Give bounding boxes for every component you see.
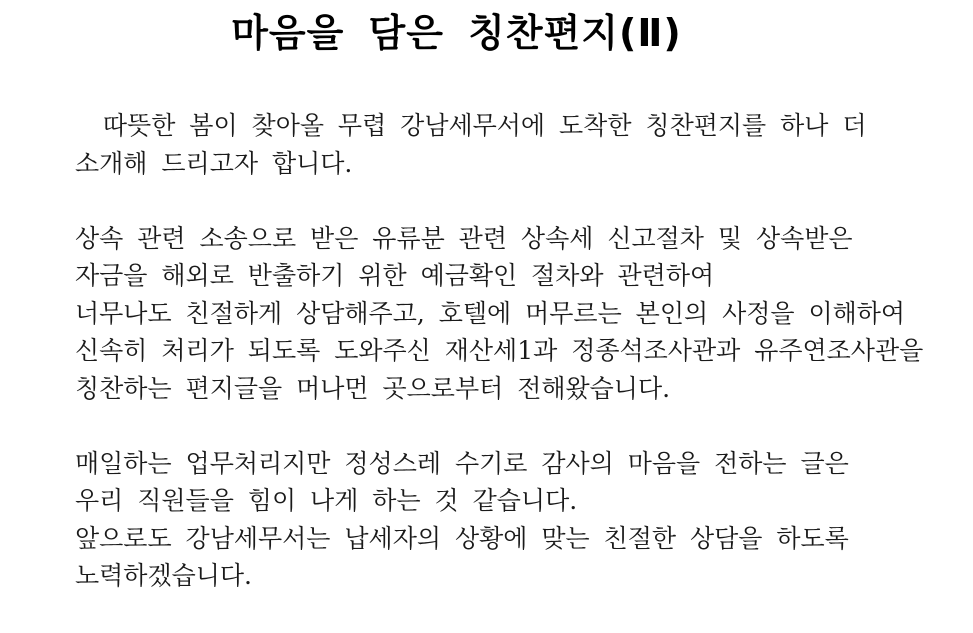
text-line: 우리 직원들을 힘이 나게 하는 것 같습니다. xyxy=(75,486,578,515)
text-line: 상속 관련 소송으로 받은 유류분 관련 상속세 신고절차 및 상속받은 xyxy=(75,223,853,253)
text-line: 따뜻한 봄이 찾아올 무렵 강남세무서에 도착한 칭찬편지를 하나 더 xyxy=(75,111,867,140)
text-line: 너무나도 친절하게 상담해주고, 호텔에 머무르는 본인의 사정을 이해하여 xyxy=(75,298,906,328)
text-line: 노력하겠습니다. xyxy=(75,561,252,590)
text-line: 신속히 처리가 되도록 도와주신 재산세1과 정종석조사관과 유주연조사관을 xyxy=(75,336,924,365)
text-line: 자금을 해외로 반출하기 위한 예금확인 절차와 관련하여 xyxy=(75,261,715,290)
text-line: 매일하는 업무처리지만 정성스레 수기로 감사의 마음을 전하는 글은 xyxy=(75,448,849,478)
paragraph-intro xyxy=(75,107,943,182)
paragraph-letter-story xyxy=(75,220,943,408)
text-line: 앞으로도 강남세무서는 납세자의 상황에 맞는 친절한 상담을 하도록 xyxy=(75,523,849,553)
text-line: 칭찬하는 편지글을 머나먼 곳으로부터 전해왔습니다. xyxy=(75,373,671,403)
paragraph-closing xyxy=(75,445,943,595)
text-line: 소개해 드리고자 합니다. xyxy=(75,148,353,178)
document-title: 마음을 담은 칭찬편지(Ⅱ) xyxy=(231,11,682,55)
document-body xyxy=(75,107,943,595)
